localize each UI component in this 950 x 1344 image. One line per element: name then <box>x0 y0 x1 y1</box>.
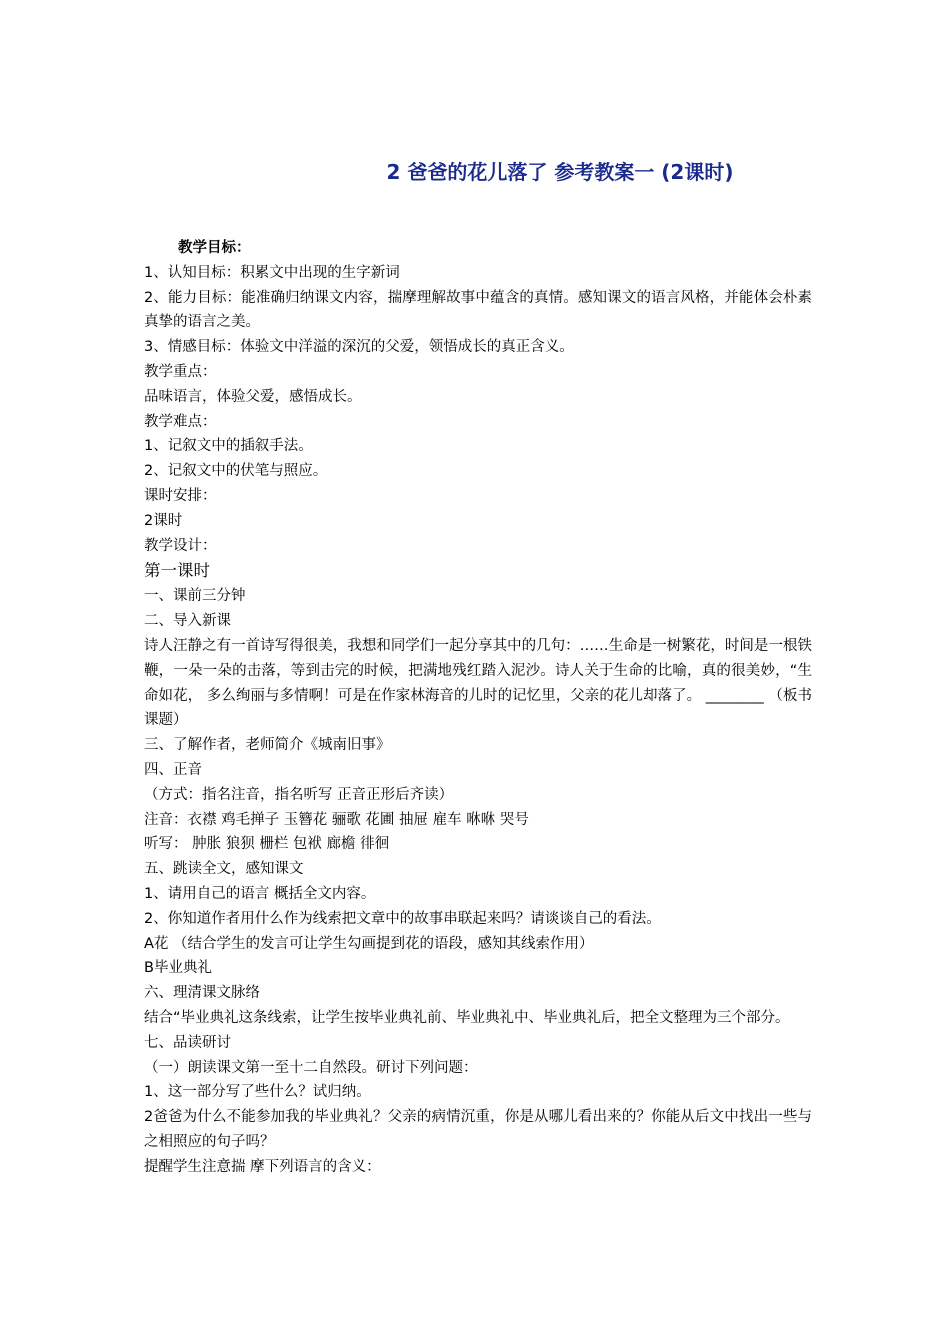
step-heading: 一、课前三分钟 <box>144 588 246 605</box>
text-line: 1、请用自己的语言 概括全文内容。 <box>144 885 376 902</box>
text-line: 2、记叙文中的伏笔与照应。 <box>144 463 328 480</box>
text-paragraph: 2、能力目标：能准确归纳课文内容，揣摩理解故事中蕴含的真情。感知课文的语言风格，并能体会朴素真挚的语言之美。 <box>144 289 812 331</box>
text-line: 注音：衣襟 鸡毛掸子 玉簪花 骊歌 花圃 抽屉 雇车 咻咻 哭号 <box>144 811 529 828</box>
text-line: 品味语言，体验父爱，感悟成长。 <box>144 388 362 405</box>
step-heading: 七、品读研讨 <box>144 1034 231 1051</box>
document-title: 2 爸爸的花儿落了 参考教案一 (2课时) <box>386 160 734 184</box>
text-line: B毕业典礼 <box>144 960 212 977</box>
step-heading: 五、跳读全文，感知课文 <box>144 861 304 878</box>
section-heading-schedule: 课时安排： <box>144 487 217 504</box>
step-heading: 四、正音 <box>144 761 202 778</box>
lesson-heading: 第一课时 <box>144 561 210 581</box>
step-heading: 六、理清课文脉络 <box>144 985 260 1002</box>
text-line: 3、情感目标：体验文中洋溢的深沉的父爱，领悟成长的真正含义。 <box>144 339 574 356</box>
text-line: 听写： 肿胀 狼狈 栅栏 包袱 廊檐 徘徊 <box>144 836 390 853</box>
text-line: 1、这一部分写了些什么？试归纳。 <box>144 1084 371 1101</box>
text-line: 1、记叙文中的插叙手法。 <box>144 438 313 455</box>
step-heading: 二、导入新课 <box>144 613 231 630</box>
document-body <box>144 236 812 1179</box>
section-heading-key-points: 教学重点： <box>144 363 217 380</box>
section-heading-difficulties: 教学难点： <box>144 413 217 430</box>
text-line: （方式：指名注音，指名听写 正音正形后齐读） <box>144 786 454 803</box>
text-line: 2课时 <box>144 512 183 529</box>
step-heading: 三、了解作者，老师简介《城南旧事》 <box>144 737 391 754</box>
text-line: 1、认知目标：积累文中出现的生字新词 <box>144 264 400 281</box>
text-line: 提醒学生注意揣 摩下列语言的含义： <box>144 1158 381 1175</box>
text-line: （一）朗读课文第一至十二自然段。研讨下列问题： <box>144 1059 478 1076</box>
text-paragraph: 结合“毕业典礼这条线索，让学生按毕业典礼前、毕业典礼中、毕业典礼后，把全文整理为三个部分。 <box>144 1009 790 1026</box>
section-heading-objectives: 教学目标： <box>178 240 251 256</box>
text-paragraph: 诗人汪静之有一首诗写得很美，我想和同学们一起分享其中的几句：……生命是一树繁花，时间是一根铁鞭，一朵一朵的击落，等到击完的时候，把满地残红踏入泥沙。诗人关于生命的比喻，真的很美妙，“生命如花， 多么绚丽与多情啊！可是在作家林海音的儿时的记忆里，父亲的花儿却落了。 ________ （板书课题） <box>144 637 812 729</box>
section-heading-design: 教学设计： <box>144 537 217 554</box>
text-line: 2、你知道作者用什么作为线索把文章中的故事串联起来吗？请谈谈自己的看法。 <box>144 910 661 927</box>
text-paragraph: 2爸爸为什么不能参加我的毕业典礼？父亲的病情沉重，你是从哪儿看出来的？你能从后文中找出一些与之相照应的句子吗？ <box>144 1109 812 1150</box>
text-line: A花 （结合学生的发言可让学生勾画提到花的语段，感知其线索作用） <box>144 935 594 952</box>
